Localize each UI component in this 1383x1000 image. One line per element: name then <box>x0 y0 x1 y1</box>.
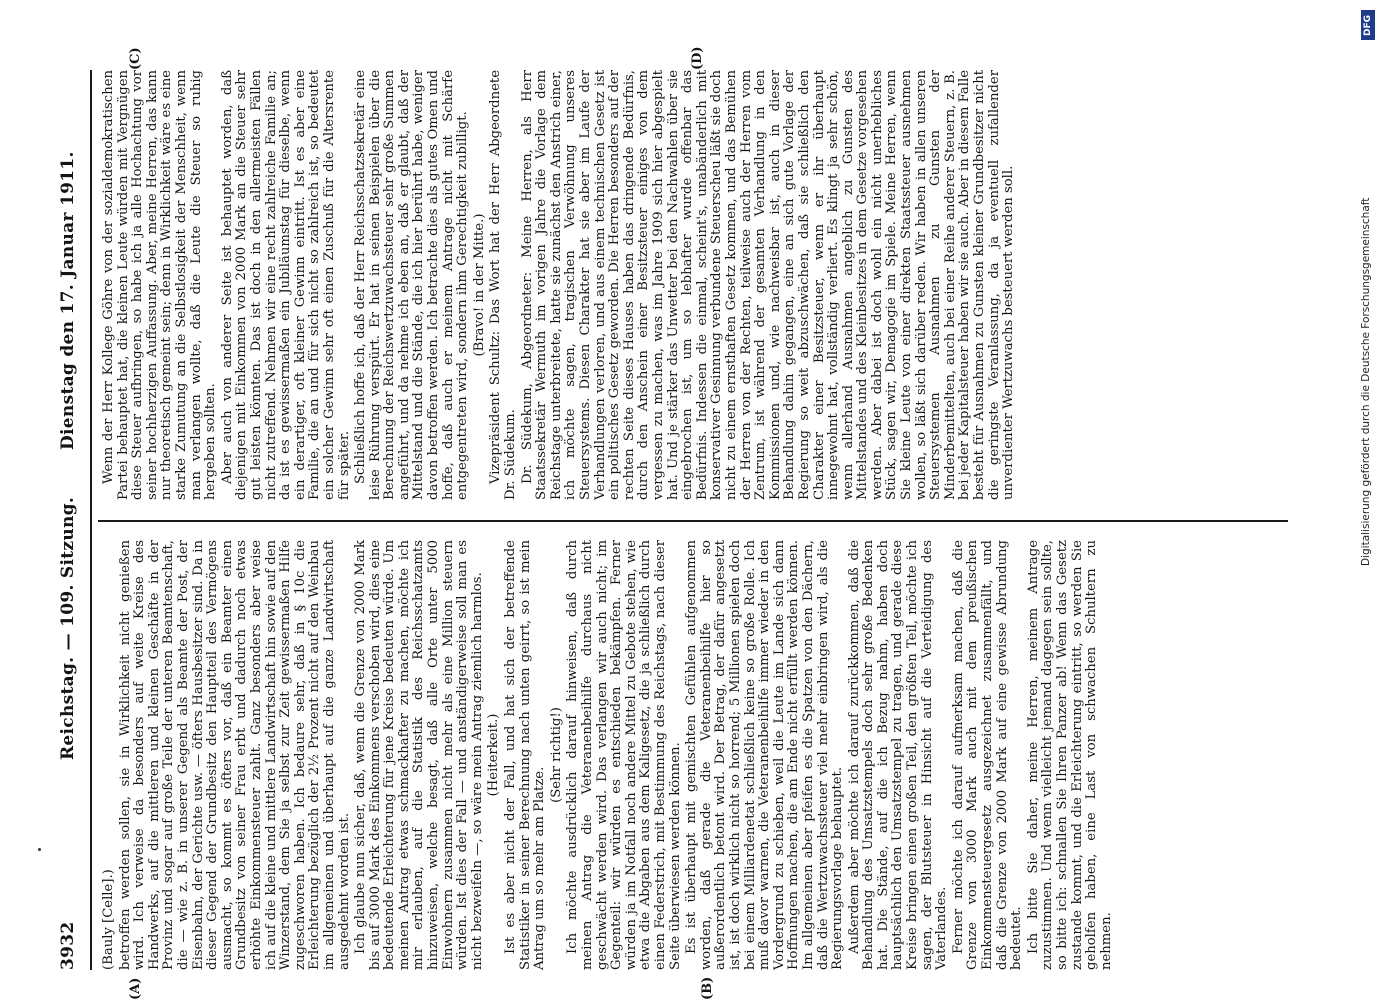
rotated-document-page <box>50 40 1340 1000</box>
digitization-credit: Digitalisierung gefördert durch die Deutsche Forschungsgemeinschaft <box>1360 197 1372 566</box>
margin-marker-d: (D) <box>690 46 705 70</box>
paragraph: Ferner möchte ich darauf aufmerksam machen, daß die Grenze von 3000 Mark auch mit dem preußischen Einkommensteuergesetz ausgezeichnet zusammenfällt, und daß die Grenze von 2000 Mark auf eine gewisse Abrundung bedeutet. <box>950 540 1025 970</box>
left-text-column <box>102 540 1116 970</box>
column-divider <box>98 520 1288 522</box>
dfg-logo: DFG <box>1361 10 1375 40</box>
margin-marker-c: (C) <box>128 47 143 70</box>
paragraph: Ist es aber nicht der Fall, und hat sich der betreffende Statistiker in seiner Berechnung nach unten geirrt, so ist mein Antrag um so mehr am Platze. <box>503 540 548 970</box>
right-running-title: Dienstag den 17. Januar 1911. <box>58 151 78 450</box>
paragraph: Wenn der Herr Kollege Göhre von der sozialdemokratischen Partei behauptet hat, die kleinen Leute würden mit Vergnügen diese Steuer aufbringen, so habe ich ja alle Hochachtung vor seiner hochherzigen Auffassung. Aber, meine Herren, das kann nur theoretisch gemeint sein; denn in Wirklichkeit wäre es eine starke Zumutung an die Selbstlosigkeit der Menschheit, wenn man verlangen wollte, daß die Leute die Steuer so ruhig hergeben sollten. <box>101 70 219 500</box>
left-running-title: Reichstag. — 109. Sitzung. <box>58 496 78 760</box>
right-text-column <box>102 70 1019 500</box>
scan-speck <box>38 848 41 851</box>
paragraph: Aber auch von anderer Seite ist behauptet worden, daß diejenigen mit Einkommen von 2000 Mark an die Steuer sehr gut leisten könnten. Das ist doch in den allermeisten Fällen nicht zutreffend. Nehmen wir eine recht zahlreiche Familie an; da ist es gewissermaßen ein Jubiläumstag für dieselbe, wenn ein derartiger, oft kleiner Gewinn eintritt. Ist es aber eine Familie, die an und für sich nicht so zahlreich ist, so bedeutet ein solcher Gewinn sehr oft einen Zuschuß für die Altersrente für später. <box>219 70 352 500</box>
interjection: (Heiterkeit.) <box>486 713 502 797</box>
paragraph: Es ist überhaupt mit gemischten Gefühlen aufgenommen worden, daß gerade die Veteranenbeihilfe hier so außerordentlich betont wird. Der Betrag, der dafür angesetzt ist, ist doch wirklich nicht so horrend; 5 Millionen spielen doch bei einem Milliardenetat schließlich keine so große Rolle. Ich muß davor warnen, die Veteranenbeihilfe immer wieder in den Vordergrund zu schieben, weil die Leute im Lande sich dann Hoffnungen machen, die am Ende nicht erfüllt werden können. Im allgemeinen aber pfeifen es die Spatzen von den Dächern, daß die Wertzuwachssteuer viel mehr einbringen wird, als die Regierungsvorlage behauptet. <box>684 540 846 970</box>
paragraph: Vizepräsident Schultz: Das Wort hat der Herr Abgeordnete Dr. Südekum. <box>488 70 519 500</box>
paragraph: Dr. Südekum, Abgeordneter: Meine Herren, als Herr Staatssekretär Wermuth im vorigen Jahre die Vorlage dem Reichstage unterbreitete, hatte sie zunächst den Anstrich einer, ich möchte sagen, tragischen Verwöhnung unseres Steuersystems. Diesen Charakter hat sie aber im Laufe der Verhandlungen verloren, und aus einem technischen Gesetz ist ein politisches Gesetz geworden. Die Herren besonders auf der rechten Seite dieses Hauses haben das dringende Bedürfnis, durch den Anschein einer Besitzsteuer einiges von dem vergessen zu machen, was im Jahre 1909 sich hier abgespielt hat. Und je stärker das Unwetter bei den Nachwahlen über sie eingebrochen ist, um so lebhafter wurde offenbar das Bedürfnis. Indessen die einmal, scheint's, unabänderlich mit konservativer Gesinnung verbundene Steuerscheu läßt sie doch nicht zu einem ernsthaften Gesetz kommen, und das Bemühen der Herren von der Rechten, teilweise auch der Herren vom Zentrum, ist während der gesamten Verhandlung in den Kommissionen und, wie nachweisbar ist, auch in dieser Behandlung dahin gegangen, eine an sich gute Vorlage der Regierung so weit abzuschwächen, daß sie schließlich den Charakter einer Besitzsteuer, wenn er ihr überhaupt innegewohnt hat, vollständig verliert. Es klingt ja sehr schön, wenn allerhand Ausnahmen angeblich zu Gunsten des Mittelstandes und des Kleinbesitzes in dem Gesetze vorgesehen werden. Aber dabei ist doch wohl ein nicht unerhebliches Stück, sagen wir, Demagogie im Spiele. Meine Herren, wenn Sie kleine Leute von einer direkten Staatssteuer ausnehmen wollen, so läßt sich darüber reden. Wir haben in allen unseren Steuersystemen Ausnahmen zu Gunsten der Minderbemittelten, auch bei einer Reihe anderer Steuern, z. B. bei jeder Kapitalsteuer haben wir sie auch. Aber in diesem Falle besteht für Ausnahmen zu Gunsten kleiner Grundbesitzer nicht die geringste Veranlassung, da ja eventuell zufallender unverdienter Wertzuwachs besteuert werden soll. <box>519 70 1017 500</box>
interjection: (Bravo! in der Mitte.) <box>471 213 487 357</box>
paragraph: Ich möchte ausdrücklich darauf hinweisen, daß durch meinen Antrag die Veteranenbeihilfe durchaus nicht geschwächt werden wird. Das verlangen wir auch nicht; im Gegenteil: wir würden es entschieden bekämpfen. Ferner würden ja im Notfall noch andere Mittel zu Gebote stehen, wie etwa die Abgaben aus dem Kaligesetz, die ja schließlich durch einen Federstrich, mit Bestimmung des Reichstags, nach dieser Seite überwiesen werden können. <box>565 540 683 970</box>
speaker-heading: (Bauly [Celle].) <box>101 869 116 970</box>
page-header <box>50 70 86 970</box>
margin-marker-a: (A) <box>128 977 143 1000</box>
digitization-sidebar <box>1360 10 1380 570</box>
page-number: 3932 <box>58 921 78 970</box>
paragraph: Ich glaube nun sicher, daß, wenn die Grenze von 2000 Mark bis auf 3000 Mark des Einkommens verschoben wird, dies eine bedeutende Erleichterung für jene Kreise bedeuten würde. Um meinen Antrag etwas schmackhafter zu machen, möchte ich mir erlauben, auf die Statistik des Reichsschatzamts hinzuweisen, welche besagt, daß alle Orte unter 5000 Einwohnern zusammen nicht mehr als eine Million steuern würden. Ist dies der Fall — und anständigerweise soll man es nicht bezweifeln —, so wäre mein Antrag ziemlich harmlos. <box>353 540 485 970</box>
margin-marker-b: (B) <box>700 976 715 1000</box>
header-rule <box>90 70 92 970</box>
paragraph: Schließlich hoffe ich, daß der Herr Reichsschatzsekretär eine leise Rührung verspürt. Er hat in seinen Beispielen über die Berechnung der Reichswertzuwachssteuer sehr große Summen angeführt, und da nehme ich eben an, daß er glaubt, daß der Mittelstand und die Stände, die ich hier berührt habe, weniger davon betroffen werden. Ich betrachte dies als gutes Omen und hoffe, daß auch er meinem Antrage nicht mit Schärfe entgegentreten wird, sondern ihm Gerechtigkeit zubilligt. <box>353 70 471 500</box>
interjection: (Sehr richtig!) <box>548 707 564 803</box>
paragraph: betroffen werden sollen, sie in Wirklichkeit nicht genießen wird. Ich verweise da besonders auf weite Kreise des Handwerks, auf die mittleren und kleinen Geschäfte in der Provinz und sogar auf große Teile der unteren Beamtenschaft, die — wie z. B. in unserer Gegend als Beamte der Post, der Eisenbahn, der Gerichte usw. — öfters Hausbesitzer sind. Da in dieser Gegend der Grundbesitz den Hauptteil des Vermögens ausmacht, so kommt es öfters vor, daß ein Beamter einen Grundbesitz von seiner Frau erbt und dadurch noch etwas erhöhte Einkommensteuer zahlt. Ganz besonders aber weise ich auf die kleine und mittlere Landwirtschaft hin sowie auf den Winzerstand, dem Sie ja selbst zur Zeit gewissermaßen Hilfe zugeschworen haben. Ich bedaure sehr, daß in § 10c die Erleichterung bezüglich der 2½ Prozent nicht auf den Weinbau im allgemeinen und überhaupt auf die ganze Landwirtschaft ausgedehnt worden ist. <box>117 540 352 970</box>
paragraph: Außerdem aber möchte ich darauf zurückkommen, daß die Behandlung des Umsatzstempels doch sehr große Bedenken hat. Die Stände, auf die ich Bezug nahm, haben doch hauptsächlich den Umsatzstempel zu tragen, und gerade diese Kreise bringen einen großen Teil, den größten Teil, möchte ich sagen, der Blutsteuer in Hinsicht auf die Verteidigung des Vaterlandes. <box>846 540 950 970</box>
paragraph: Ich bitte Sie daher, meine Herren, meinem Antrage zuzustimmen. Und wenn vielleicht jemand dagegen sein sollte, so bitte ich: schnallen Sie Ihren Panzer ab! Wenn das Gesetz zustande kommt, und die Erleichterung eintritt, so werden Sie geholfen haben, eine Last von schwachen Schultern zu nehmen. <box>1025 540 1114 970</box>
